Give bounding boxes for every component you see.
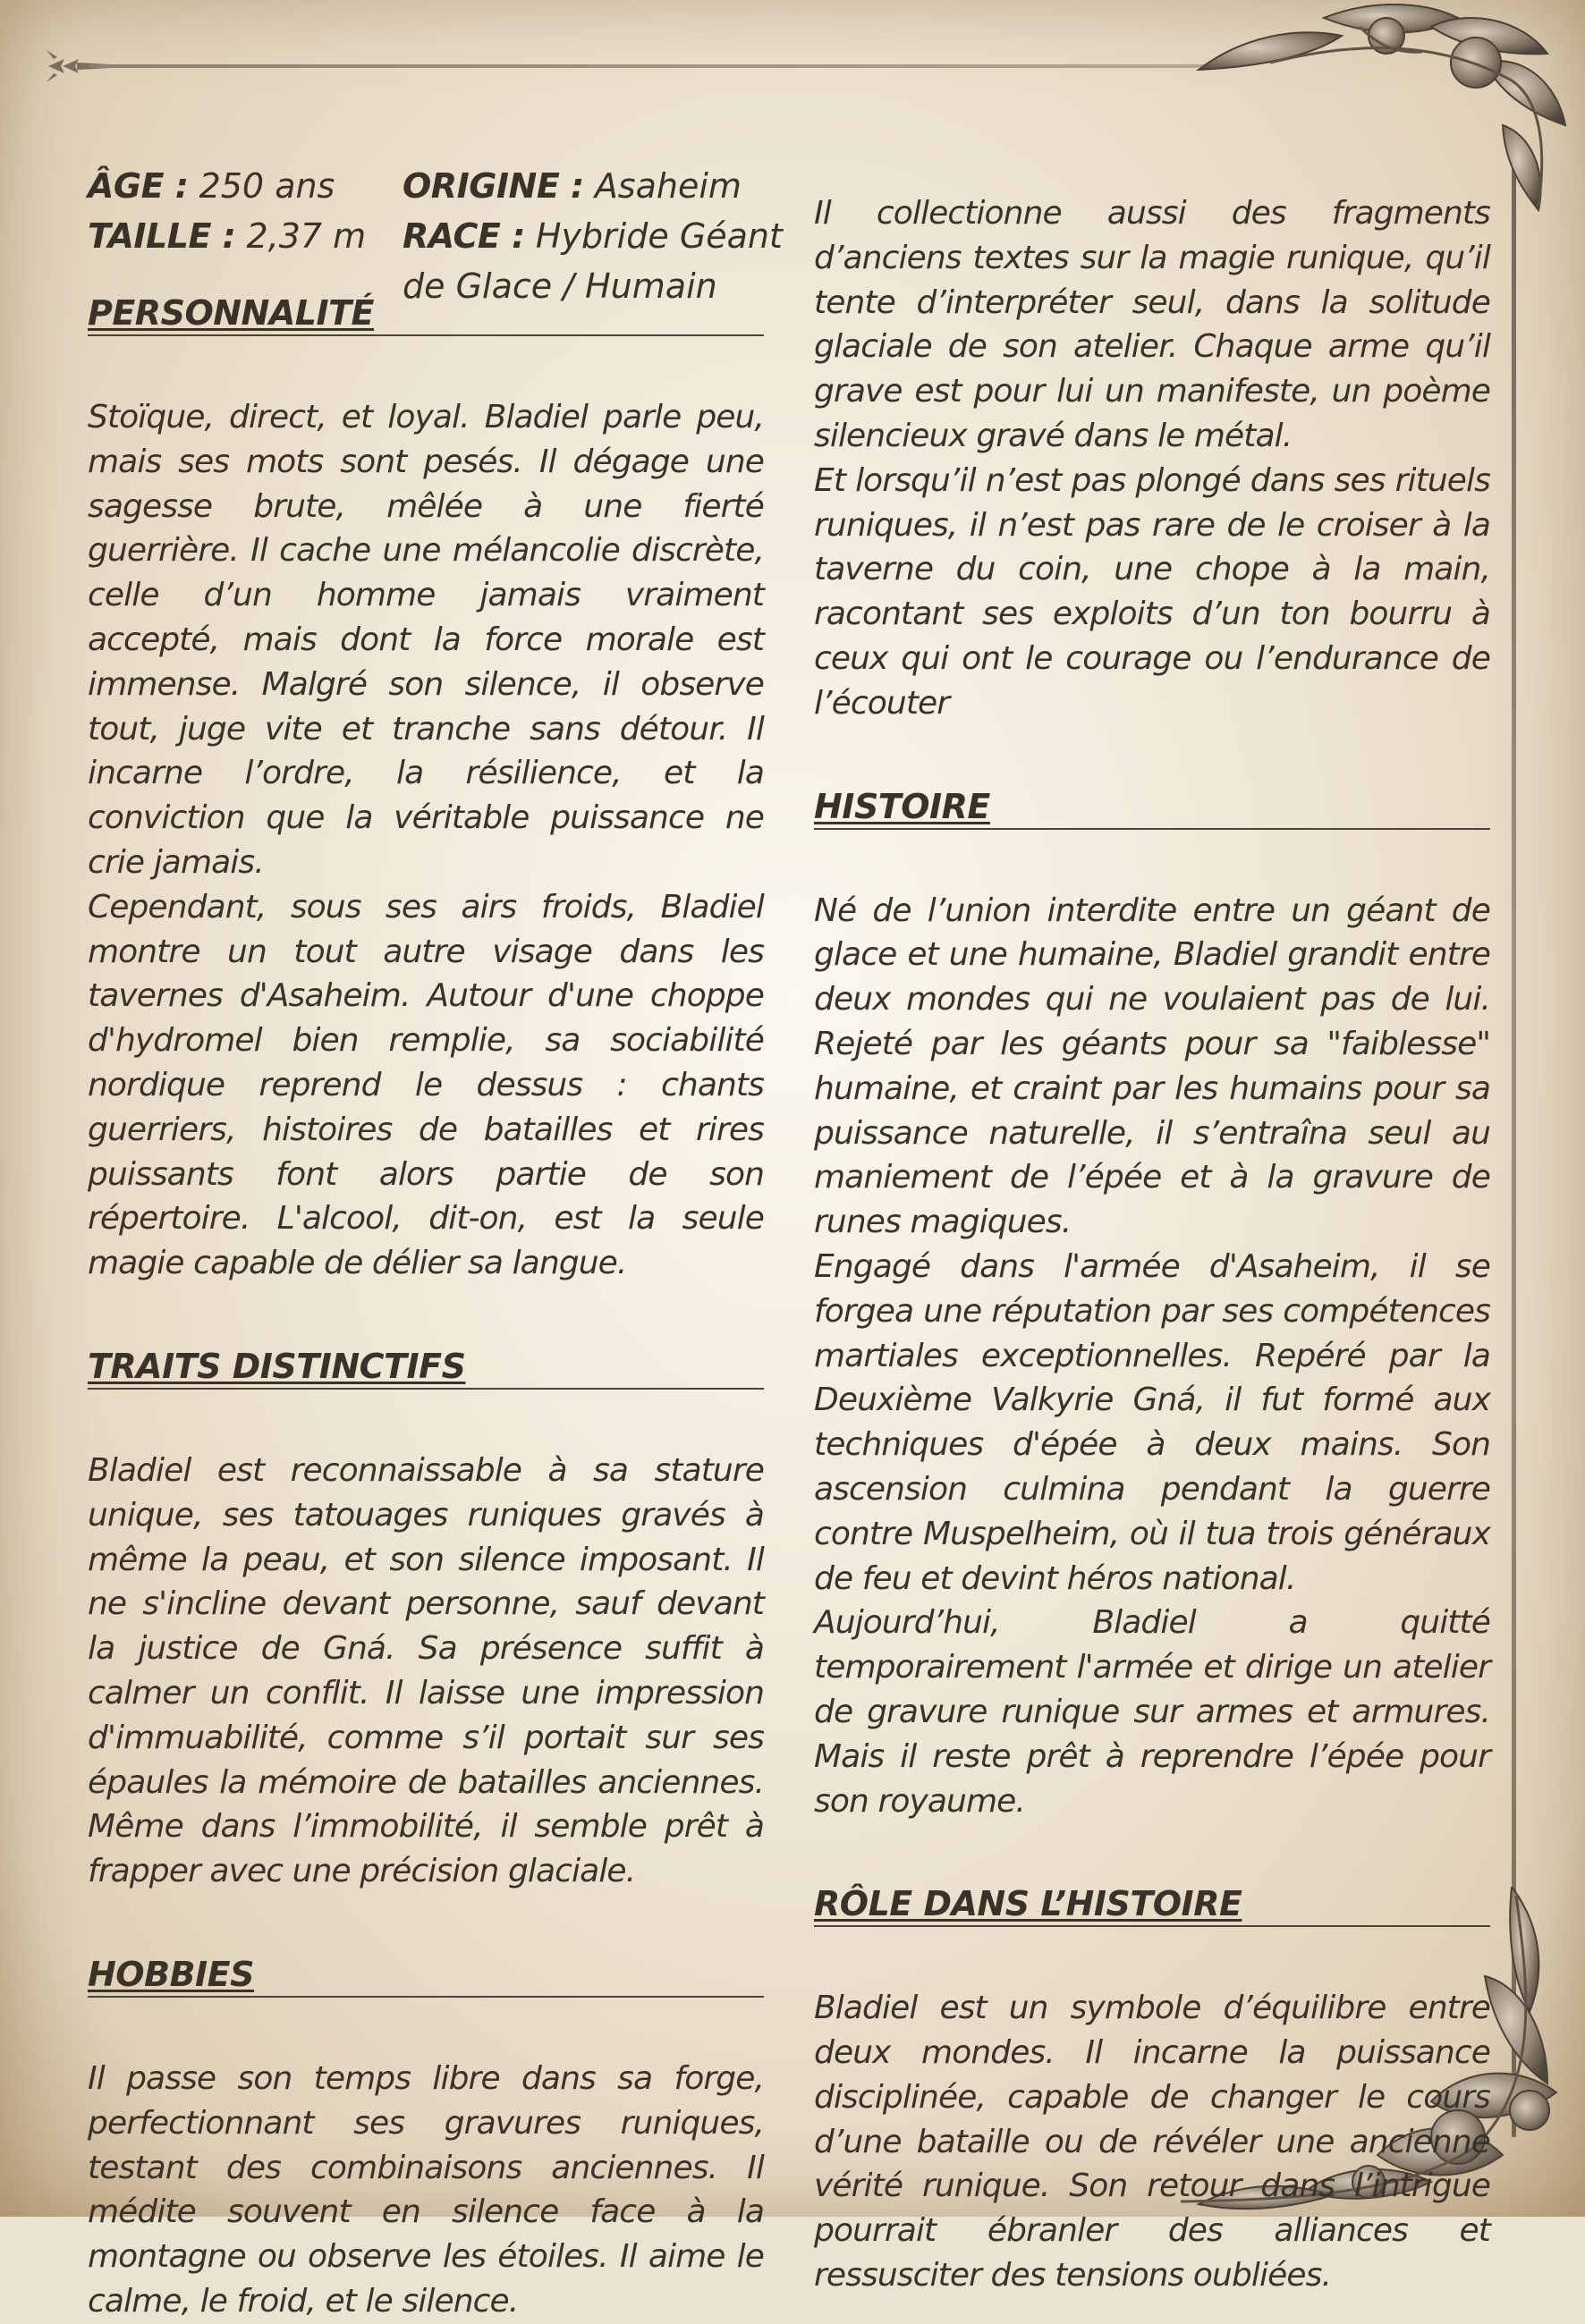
spacer: [814, 830, 1490, 889]
origine-label: ORIGINE :: [403, 166, 584, 206]
hobbies-continuation-paragraph-2: Et lorsqu’il n’est pas plongé dans ses rituels runiques, il n’est pas rare de le croiser à la taverne du coin, une chope à la main, racontant ses exploits d’un ton bourru à ceux qui ont le courage ou l’endurance de l’écouter: [814, 461, 1490, 722]
age-field: [88, 161, 335, 211]
hobbies-paragraph-1: Il passe son temps libre dans sa forge, perfectionnant ses gravures runiques, testant des combinaisons anciennes. Il médite souvent en silence face à la montagne ou observe les étoiles. Il aime le calme, le froid, et le silence.: [88, 2059, 764, 2320]
race-value-line2: de Glace / Humain: [403, 266, 717, 306]
right-column: [814, 191, 1490, 2298]
spacer: [88, 1894, 764, 1953]
personnalite-paragraph-1: Stoïque, direct, et loyal. Bladiel parle peu, mais ses mots sont pesés. Il dégage une sagesse brute, mêlée à une fierté guerrière. Il cache une mélancolie discrète, celle d’un homme jamais vraiment accepté, mais dont la force morale est immense. Malgré son silence, il observe tout, juge vite et tranche sans détour. Il incarne l’ordre, la résilience, et la conviction que la véritable puissance ne crie jamais.: [88, 399, 764, 881]
spacer: [88, 1998, 764, 2057]
race-field: [403, 211, 783, 261]
race-label: RACE :: [403, 216, 525, 256]
histoire-paragraph-2: Engagé dans l'armée d'Asaheim, il se forgea une réputation par ses compétences martiales exceptionnelles. Repéré par la Deuxième Valkyrie Gná, il fut formé aux techniques d'épée à deux mains. Son ascension culmina pendant la guerre contre Muspelheim, où il tua trois généraux de feu et devint héros national.: [814, 1247, 1490, 1597]
histoire-paragraph-1: Né de l’union interdite entre un géant de glace et une humaine, Bladiel grandit entre deux mondes qui ne voulaient pas de lui. Rejeté par les géants pour sa "faiblesse" humaine, et craint par les humains pour sa puissance naturelle, il s’entraîna seul au maniement de l’épée et à la gravure de runes magiques.: [814, 892, 1490, 1241]
spacer: [814, 726, 1490, 785]
taille-field: [88, 211, 366, 261]
role-paragraph-1: Bladiel est un symbole d’équilibre entre deux mondes. Il incarne la puissance disciplinée, capable de changer le cours d’une bataille ou de révéler une ancienne vérité runique. Son retour dans l’intrigue pourrait ébranler des alliances et ressusciter des tensions oubliées.: [814, 1990, 1490, 2294]
left-column: [88, 161, 783, 2324]
section-heading-personnalite: PERSONNALITÉ: [88, 292, 764, 336]
section-heading-histoire: HISTOIRE: [814, 785, 1490, 830]
hobbies-continuation-paragraph-1: Il collectionne aussi des fragments d’anciens textes sur la magie runique, qu’il tente d’interpréter seul, dans la solitude glaciale de son atelier. Chaque arme qu’il grave est pour lui un manifeste, un poème silencieux gravé dans le métal.: [814, 195, 1490, 454]
right-ornament-rule: [1512, 134, 1516, 2137]
age-label: ÂGE :: [88, 166, 189, 206]
spacer: [88, 336, 764, 395]
section-heading-role: RÔLE DANS L’HISTOIRE: [814, 1882, 1490, 1927]
traits-paragraph-1: Bladiel est reconnaissable à sa stature unique, ses tatouages runiques gravés à même la peau, et son silence imposant. Il ne s'incline devant personne, sauf devant la justice de Gná. Sa présence suffit à calmer un conflit. Il laisse une impression d'immuabilité, comme s’il portait sur ses épaules la mémoire de batailles anciennes. Même dans l’immobilité, il semble prêt à frapper avec une précision glaciale.: [88, 1451, 764, 1890]
personnalite-paragraph-2: Cependant, sous ses airs froids, Bladiel montre un tout autre visage dans les tavernes d'Asaheim. Autour d'une choppe d'hydromel bien remplie, sa sociabilité nordique reprend le dessus : chants guerriers, histoires de batailles et rires puissants font alors partie de son répertoire. L'alcool, dit-on, est la seule magie capable de délier sa langue.: [88, 888, 764, 1282]
race-value-line1: Hybride Géant: [535, 216, 783, 256]
taille-label: TAILLE :: [88, 216, 236, 256]
identity-block: [88, 161, 783, 313]
race-field-continued: [403, 261, 717, 311]
age-value: 250 ans: [199, 166, 335, 206]
histoire-paragraph-3: Aujourd’hui, Bladiel a quitté temporairement l'armée et dirige un atelier de gravure runique sur armes et armures. Mais il reste prêt à reprendre l’épée pour son royaume.: [814, 1604, 1490, 1820]
spacer: [88, 1286, 764, 1345]
section-heading-hobbies: HOBBIES: [88, 1953, 764, 1998]
spacer: [814, 1927, 1490, 1986]
taille-value: 2,37 m: [246, 216, 367, 256]
section-heading-traits: TRAITS DISTINCTIFS: [88, 1345, 764, 1390]
origine-field: [403, 161, 742, 211]
spacer: [814, 1823, 1490, 1882]
origine-value: Asaheim: [594, 166, 742, 206]
floral-corner-top-right-icon: [1163, 0, 1585, 215]
spacer: [88, 1390, 764, 1449]
top-ornament-rule: [89, 64, 1208, 68]
